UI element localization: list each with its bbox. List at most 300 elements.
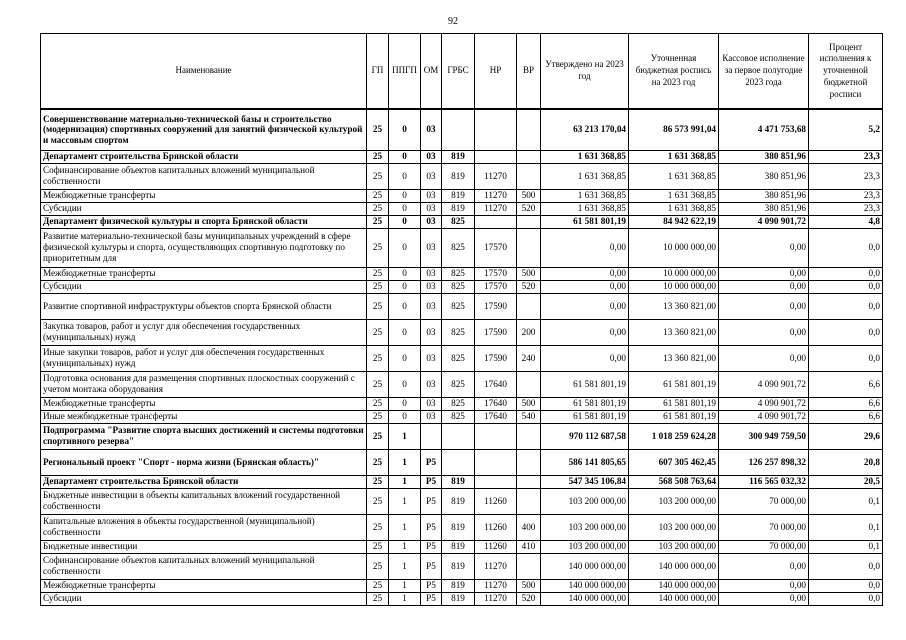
table-row <box>41 514 883 540</box>
cell-name: Иные межбюджетные трансферты <box>41 410 367 423</box>
cell-name: Субсидии <box>41 202 367 215</box>
table-row <box>41 280 883 293</box>
cell-np: 17590 <box>475 319 517 345</box>
cell-vr <box>517 553 541 579</box>
cell-np: 17570 <box>475 267 517 280</box>
cell-approved: 1 631 368,85 <box>541 189 629 202</box>
cell-percent: 0,0 <box>809 228 883 267</box>
table-body <box>41 109 883 605</box>
cell-gp: 25 <box>367 397 389 410</box>
cell-approved: 63 213 170,04 <box>541 109 629 150</box>
cell-np: 11260 <box>475 488 517 514</box>
table-row <box>41 293 883 319</box>
cell-ppgp: 0 <box>389 293 421 319</box>
cell-percent: 6,6 <box>809 397 883 410</box>
cell-approved: 0,00 <box>541 319 629 345</box>
cell-om: P5 <box>421 579 442 592</box>
cell-vr: 520 <box>517 202 541 215</box>
cell-cash: 0,00 <box>719 345 809 371</box>
cell-cash: 0,00 <box>719 553 809 579</box>
cell-ppgp: 0 <box>389 371 421 397</box>
cell-vr: 200 <box>517 319 541 345</box>
cell-np: 11260 <box>475 514 517 540</box>
cell-grbs: 819 <box>442 150 475 163</box>
table-row <box>41 371 883 397</box>
cell-ppgp: 0 <box>389 109 421 150</box>
cell-ppgp: 0 <box>389 410 421 423</box>
cell-gp: 25 <box>367 488 389 514</box>
cell-om: 03 <box>421 319 442 345</box>
cell-ppgp: 0 <box>389 215 421 228</box>
cell-percent: 0,1 <box>809 514 883 540</box>
cell-percent: 0,0 <box>809 293 883 319</box>
cell-percent: 0,0 <box>809 553 883 579</box>
cell-percent: 23,3 <box>809 189 883 202</box>
cell-refined: 568 508 763,64 <box>629 475 719 488</box>
header-ppgp: ППГП <box>389 34 421 110</box>
cell-om: 03 <box>421 228 442 267</box>
cell-ppgp: 0 <box>389 150 421 163</box>
table-row <box>41 410 883 423</box>
cell-np <box>475 215 517 228</box>
cell-grbs: 819 <box>442 553 475 579</box>
table-row <box>41 345 883 371</box>
cell-cash: 4 090 901,72 <box>719 215 809 228</box>
cell-name: Департамент строительства Брянской области <box>41 150 367 163</box>
cell-approved: 140 000 000,00 <box>541 553 629 579</box>
cell-ppgp: 0 <box>389 397 421 410</box>
cell-refined: 86 573 991,04 <box>629 109 719 150</box>
cell-grbs: 825 <box>442 345 475 371</box>
cell-grbs: 819 <box>442 488 475 514</box>
cell-gp: 25 <box>367 280 389 293</box>
cell-name: Субсидии <box>41 592 367 605</box>
table-row <box>41 423 883 449</box>
cell-percent: 0,0 <box>809 267 883 280</box>
cell-grbs: 825 <box>442 410 475 423</box>
cell-approved: 0,00 <box>541 280 629 293</box>
cell-name: Софинансирование объектов капитальных вложений муниципальной собственности <box>41 553 367 579</box>
cell-refined: 607 305 462,45 <box>629 449 719 475</box>
cell-om: 03 <box>421 410 442 423</box>
cell-gp: 25 <box>367 423 389 449</box>
cell-grbs: 825 <box>442 228 475 267</box>
cell-vr: 410 <box>517 540 541 553</box>
cell-vr: 500 <box>517 189 541 202</box>
cell-percent: 20,5 <box>809 475 883 488</box>
cell-approved: 0,00 <box>541 267 629 280</box>
cell-percent: 4,8 <box>809 215 883 228</box>
cell-gp: 25 <box>367 592 389 605</box>
cell-name: Совершенствование материально-технической базы и строительство (модернизация) спортивных сооружений для занятий физической культурой и массовым спортом <box>41 109 367 150</box>
cell-vr <box>517 228 541 267</box>
cell-percent: 20,8 <box>809 449 883 475</box>
cell-name: Закупка товаров, работ и услуг для обеспечения государственных (муниципальных) нужд <box>41 319 367 345</box>
cell-approved: 103 200 000,00 <box>541 540 629 553</box>
cell-name: Департамент физической культуры и спорта Брянской области <box>41 215 367 228</box>
cell-grbs: 825 <box>442 371 475 397</box>
cell-cash: 4 090 901,72 <box>719 371 809 397</box>
cell-gp: 25 <box>367 579 389 592</box>
table-row <box>41 228 883 267</box>
cell-om: 03 <box>421 215 442 228</box>
header-om: ОМ <box>421 34 442 110</box>
table-row <box>41 319 883 345</box>
cell-percent: 23,3 <box>809 150 883 163</box>
cell-vr <box>517 423 541 449</box>
cell-grbs <box>442 423 475 449</box>
cell-grbs: 825 <box>442 215 475 228</box>
cell-np: 17590 <box>475 345 517 371</box>
cell-om: P5 <box>421 540 442 553</box>
cell-name: Субсидии <box>41 280 367 293</box>
cell-gp: 25 <box>367 267 389 280</box>
cell-cash: 4 090 901,72 <box>719 397 809 410</box>
table-row <box>41 202 883 215</box>
table-row <box>41 540 883 553</box>
cell-refined: 13 360 821,00 <box>629 345 719 371</box>
cell-refined: 10 000 000,00 <box>629 280 719 293</box>
cell-gp: 25 <box>367 150 389 163</box>
cell-vr <box>517 449 541 475</box>
cell-approved: 1 631 368,85 <box>541 150 629 163</box>
header-percent: Процент исполнения к уточненной бюджетной росписи <box>809 34 883 110</box>
cell-np: 17590 <box>475 293 517 319</box>
cell-approved: 970 112 687,58 <box>541 423 629 449</box>
cell-vr <box>517 215 541 228</box>
cell-om: 03 <box>421 189 442 202</box>
cell-gp: 25 <box>367 163 389 189</box>
cell-np: 17570 <box>475 280 517 293</box>
cell-approved: 61 581 801,19 <box>541 397 629 410</box>
cell-np: 17640 <box>475 371 517 397</box>
cell-approved: 1 631 368,85 <box>541 163 629 189</box>
cell-cash: 70 000,00 <box>719 514 809 540</box>
budget-table <box>40 33 883 606</box>
cell-om: P5 <box>421 475 442 488</box>
cell-cash: 0,00 <box>719 579 809 592</box>
cell-ppgp: 0 <box>389 345 421 371</box>
cell-ppgp: 1 <box>389 449 421 475</box>
cell-ppgp: 1 <box>389 540 421 553</box>
cell-gp: 25 <box>367 371 389 397</box>
cell-refined: 1 018 259 624,28 <box>629 423 719 449</box>
cell-vr: 500 <box>517 579 541 592</box>
header-gp: ГП <box>367 34 389 110</box>
cell-gp: 25 <box>367 410 389 423</box>
header-approved: Утверждено на 2023 год <box>541 34 629 110</box>
cell-name: Бюджетные инвестиции <box>41 540 367 553</box>
cell-cash: 380 851,96 <box>719 150 809 163</box>
table-row <box>41 449 883 475</box>
cell-grbs: 819 <box>442 189 475 202</box>
cell-np: 17640 <box>475 410 517 423</box>
cell-approved: 547 345 106,84 <box>541 475 629 488</box>
cell-approved: 586 141 805,65 <box>541 449 629 475</box>
cell-cash: 4 471 753,68 <box>719 109 809 150</box>
cell-refined: 1 631 368,85 <box>629 202 719 215</box>
cell-gp: 25 <box>367 553 389 579</box>
cell-refined: 1 631 368,85 <box>629 163 719 189</box>
cell-approved: 61 581 801,19 <box>541 215 629 228</box>
cell-approved: 140 000 000,00 <box>541 579 629 592</box>
cell-name: Подпрограмма "Развитие спорта высших достижений и системы подготовки спортивного резерва" <box>41 423 367 449</box>
cell-cash: 70 000,00 <box>719 488 809 514</box>
cell-percent: 0,0 <box>809 579 883 592</box>
cell-vr <box>517 163 541 189</box>
cell-refined: 10 000 000,00 <box>629 228 719 267</box>
table-row <box>41 163 883 189</box>
cell-grbs: 819 <box>442 514 475 540</box>
cell-percent: 29,6 <box>809 423 883 449</box>
cell-name: Межбюджетные трансферты <box>41 267 367 280</box>
cell-gp: 25 <box>367 228 389 267</box>
cell-ppgp: 1 <box>389 475 421 488</box>
cell-vr <box>517 150 541 163</box>
cell-ppgp: 0 <box>389 280 421 293</box>
cell-vr: 500 <box>517 267 541 280</box>
cell-percent: 6,6 <box>809 371 883 397</box>
cell-refined: 61 581 801,19 <box>629 397 719 410</box>
cell-vr: 520 <box>517 280 541 293</box>
cell-om: P5 <box>421 488 442 514</box>
page-number: 92 <box>448 16 458 27</box>
table-row <box>41 150 883 163</box>
table-row <box>41 109 883 150</box>
cell-om: 03 <box>421 163 442 189</box>
cell-gp: 25 <box>367 109 389 150</box>
cell-approved: 103 200 000,00 <box>541 488 629 514</box>
cell-om: P5 <box>421 449 442 475</box>
table-row <box>41 215 883 228</box>
cell-om: P5 <box>421 553 442 579</box>
cell-om: 03 <box>421 345 442 371</box>
cell-grbs: 825 <box>442 293 475 319</box>
cell-ppgp: 0 <box>389 189 421 202</box>
cell-refined: 103 200 000,00 <box>629 488 719 514</box>
cell-vr <box>517 293 541 319</box>
cell-cash: 4 090 901,72 <box>719 410 809 423</box>
cell-ppgp: 0 <box>389 319 421 345</box>
cell-gp: 25 <box>367 293 389 319</box>
cell-ppgp: 0 <box>389 267 421 280</box>
cell-vr <box>517 109 541 150</box>
cell-np <box>475 150 517 163</box>
cell-grbs: 825 <box>442 267 475 280</box>
cell-grbs <box>442 449 475 475</box>
cell-percent: 0,0 <box>809 319 883 345</box>
cell-grbs: 819 <box>442 202 475 215</box>
cell-ppgp: 0 <box>389 202 421 215</box>
cell-grbs <box>442 109 475 150</box>
cell-om: 03 <box>421 280 442 293</box>
cell-cash: 380 851,96 <box>719 189 809 202</box>
cell-np: 11270 <box>475 579 517 592</box>
cell-vr: 400 <box>517 514 541 540</box>
cell-name: Департамент строительства Брянской области <box>41 475 367 488</box>
cell-gp: 25 <box>367 449 389 475</box>
cell-om: 03 <box>421 293 442 319</box>
cell-gp: 25 <box>367 475 389 488</box>
cell-name: Подготовка основания для размещения спортивных плоскостных сооружений с учетом монтажа оборудования <box>41 371 367 397</box>
cell-approved: 0,00 <box>541 228 629 267</box>
cell-ppgp: 1 <box>389 488 421 514</box>
header-grbs: ГРБС <box>442 34 475 110</box>
table-header <box>41 34 883 110</box>
cell-cash: 0,00 <box>719 228 809 267</box>
cell-percent: 0,0 <box>809 592 883 605</box>
cell-refined: 140 000 000,00 <box>629 592 719 605</box>
cell-ppgp: 1 <box>389 579 421 592</box>
cell-gp: 25 <box>367 514 389 540</box>
cell-om: 03 <box>421 397 442 410</box>
cell-refined: 103 200 000,00 <box>629 514 719 540</box>
table-row <box>41 488 883 514</box>
cell-om: P5 <box>421 514 442 540</box>
cell-gp: 25 <box>367 215 389 228</box>
header-refined: Уточненная бюджетная роспись на 2023 год <box>629 34 719 110</box>
header-np: НР <box>475 34 517 110</box>
cell-cash: 300 949 759,50 <box>719 423 809 449</box>
cell-cash: 0,00 <box>719 280 809 293</box>
header-vr: ВР <box>517 34 541 110</box>
cell-cash: 0,00 <box>719 319 809 345</box>
cell-vr <box>517 488 541 514</box>
cell-om: 03 <box>421 109 442 150</box>
cell-name: Развитие спортивной инфраструктуры объектов спорта Брянской области <box>41 293 367 319</box>
cell-approved: 0,00 <box>541 345 629 371</box>
cell-approved: 61 581 801,19 <box>541 410 629 423</box>
cell-approved: 140 000 000,00 <box>541 592 629 605</box>
cell-np: 11260 <box>475 540 517 553</box>
cell-ppgp: 0 <box>389 163 421 189</box>
cell-om: 03 <box>421 202 442 215</box>
cell-gp: 25 <box>367 319 389 345</box>
cell-np: 11270 <box>475 163 517 189</box>
cell-cash: 70 000,00 <box>719 540 809 553</box>
cell-refined: 140 000 000,00 <box>629 579 719 592</box>
cell-grbs: 825 <box>442 319 475 345</box>
cell-grbs: 819 <box>442 540 475 553</box>
table-row <box>41 189 883 202</box>
cell-gp: 25 <box>367 345 389 371</box>
table-row <box>41 475 883 488</box>
cell-percent: 0,0 <box>809 345 883 371</box>
cell-vr: 540 <box>517 410 541 423</box>
cell-refined: 84 942 622,19 <box>629 215 719 228</box>
cell-vr: 520 <box>517 592 541 605</box>
cell-ppgp: 0 <box>389 228 421 267</box>
cell-refined: 13 360 821,00 <box>629 319 719 345</box>
cell-cash: 116 565 032,32 <box>719 475 809 488</box>
cell-np: 11270 <box>475 202 517 215</box>
cell-refined: 1 631 368,85 <box>629 189 719 202</box>
cell-percent: 6,6 <box>809 410 883 423</box>
cell-np: 17570 <box>475 228 517 267</box>
cell-percent: 23,3 <box>809 163 883 189</box>
cell-name: Межбюджетные трансферты <box>41 579 367 592</box>
cell-name: Межбюджетные трансферты <box>41 189 367 202</box>
cell-refined: 13 360 821,00 <box>629 293 719 319</box>
cell-ppgp: 1 <box>389 423 421 449</box>
cell-percent: 5,2 <box>809 109 883 150</box>
cell-np <box>475 423 517 449</box>
cell-cash: 0,00 <box>719 592 809 605</box>
cell-np: 11270 <box>475 189 517 202</box>
cell-refined: 103 200 000,00 <box>629 540 719 553</box>
cell-vr: 240 <box>517 345 541 371</box>
cell-name: Капитальные вложения в объекты государственной (муниципальной) собственности <box>41 514 367 540</box>
cell-name: Иные закупки товаров, работ и услуг для обеспечения государственных (муниципальных) нужд <box>41 345 367 371</box>
table-row <box>41 579 883 592</box>
cell-np <box>475 109 517 150</box>
cell-approved: 61 581 801,19 <box>541 371 629 397</box>
cell-cash: 380 851,96 <box>719 202 809 215</box>
cell-om <box>421 423 442 449</box>
cell-om: 03 <box>421 267 442 280</box>
cell-grbs: 825 <box>442 280 475 293</box>
cell-approved: 0,00 <box>541 293 629 319</box>
cell-grbs: 819 <box>442 163 475 189</box>
cell-grbs: 819 <box>442 579 475 592</box>
cell-np: 11270 <box>475 592 517 605</box>
cell-cash: 0,00 <box>719 293 809 319</box>
cell-ppgp: 1 <box>389 553 421 579</box>
cell-np <box>475 475 517 488</box>
cell-name: Развитие материально-технической базы муниципальных учреждений в сфере физической культуры и спорта, осуществляющих спортивную подготовку по приоритетным для <box>41 228 367 267</box>
cell-refined: 61 581 801,19 <box>629 371 719 397</box>
cell-name: Межбюджетные трансферты <box>41 397 367 410</box>
cell-cash: 380 851,96 <box>719 163 809 189</box>
cell-percent: 0,1 <box>809 488 883 514</box>
table-row <box>41 592 883 605</box>
cell-approved: 103 200 000,00 <box>541 514 629 540</box>
cell-grbs: 819 <box>442 475 475 488</box>
cell-vr <box>517 371 541 397</box>
cell-refined: 61 581 801,19 <box>629 410 719 423</box>
cell-gp: 25 <box>367 540 389 553</box>
cell-percent: 23,3 <box>809 202 883 215</box>
cell-np: 17640 <box>475 397 517 410</box>
cell-refined: 10 000 000,00 <box>629 267 719 280</box>
cell-om: 03 <box>421 371 442 397</box>
cell-cash: 0,00 <box>719 267 809 280</box>
cell-refined: 140 000 000,00 <box>629 553 719 579</box>
cell-name: Софинансирование объектов капитальных вложений муниципальной собственности <box>41 163 367 189</box>
cell-name: Бюджетные инвестиции в объекты капитальных вложений государственной собственности <box>41 488 367 514</box>
cell-ppgp: 1 <box>389 514 421 540</box>
table-row <box>41 397 883 410</box>
cell-percent: 0,0 <box>809 280 883 293</box>
cell-grbs: 825 <box>442 397 475 410</box>
cell-grbs: 819 <box>442 592 475 605</box>
cell-np: 11270 <box>475 553 517 579</box>
cell-vr <box>517 475 541 488</box>
cell-gp: 25 <box>367 189 389 202</box>
table-row <box>41 267 883 280</box>
cell-name: Региональный проект "Спорт - норма жизни (Брянская область)" <box>41 449 367 475</box>
cell-vr: 500 <box>517 397 541 410</box>
cell-om: P5 <box>421 592 442 605</box>
cell-gp: 25 <box>367 202 389 215</box>
cell-percent: 0,1 <box>809 540 883 553</box>
cell-approved: 1 631 368,85 <box>541 202 629 215</box>
cell-om: 03 <box>421 150 442 163</box>
header-cash: Кассовое исполнение за первое полугодие 2023 года <box>719 34 809 110</box>
cell-ppgp: 1 <box>389 592 421 605</box>
header-name: Наименование <box>41 34 367 110</box>
table-row <box>41 553 883 579</box>
